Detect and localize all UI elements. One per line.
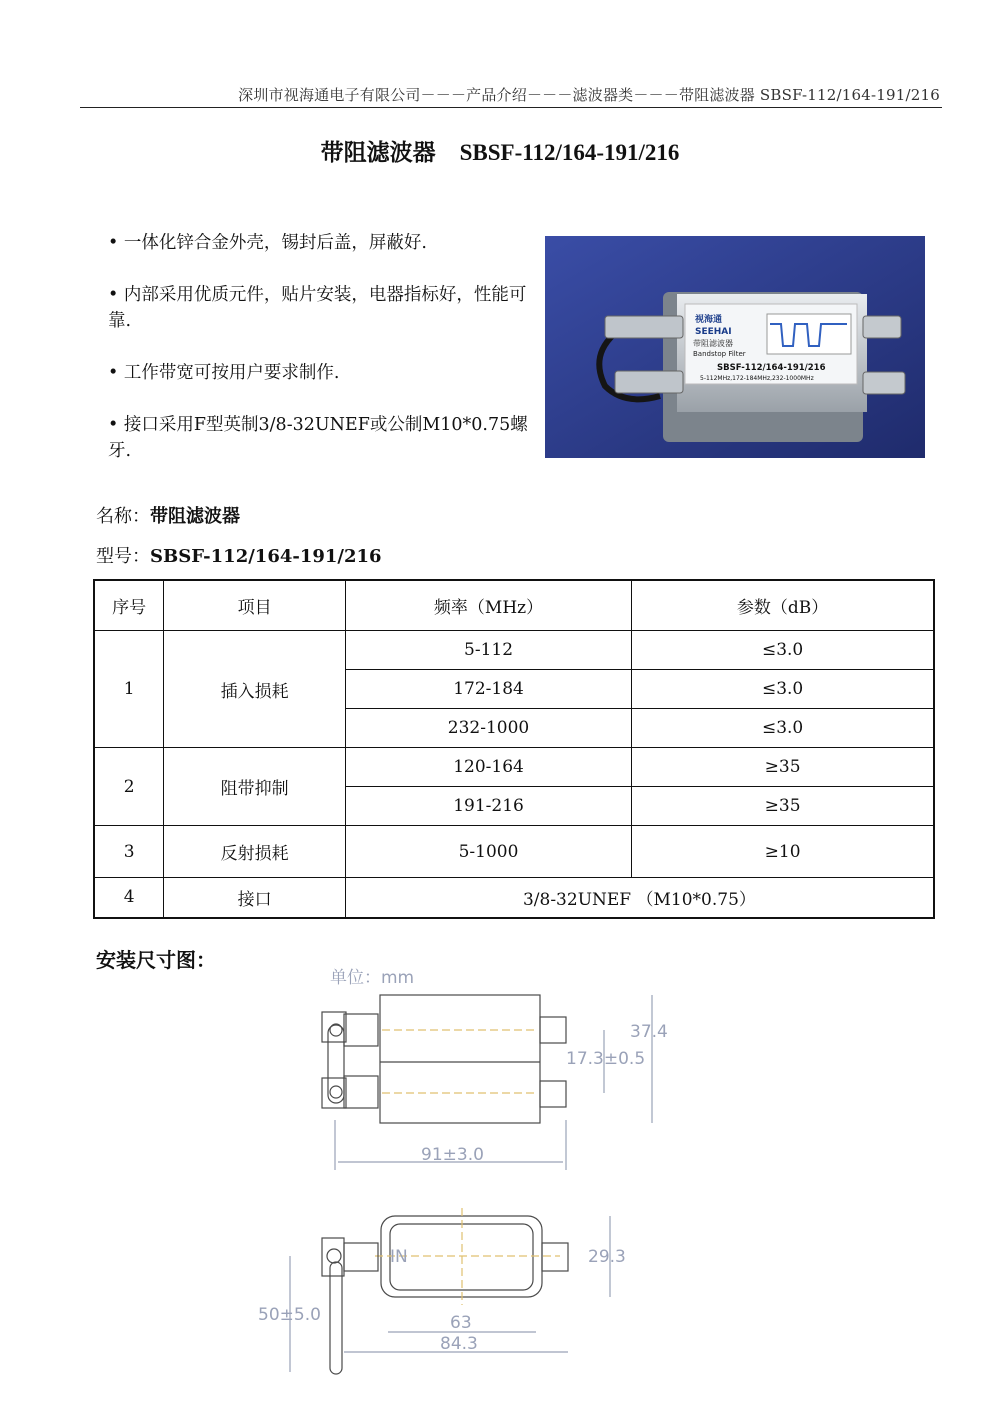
row-item: 接口 [164, 878, 346, 918]
row-no: 1 [94, 631, 164, 748]
photo-label-cn: 带阻滤波器 [693, 339, 733, 348]
title-name: 带阻滤波器 [320, 139, 436, 166]
product-model-row [96, 542, 382, 568]
col-header-param: 参数（dB） [632, 580, 934, 631]
row-freq: 191-216 [345, 787, 631, 826]
product-name-label: 名称： [96, 506, 150, 527]
row-param: ≥35 [632, 748, 934, 787]
row-item: 阻带抑制 [164, 748, 346, 826]
dim-body: 63 [450, 1313, 472, 1333]
row-param: ≥35 [632, 787, 934, 826]
dim-cable: 50±5.0 [258, 1305, 321, 1325]
photo-model: SBSF-112/164-191/216 [717, 363, 826, 373]
port-label-in: IN [390, 1247, 408, 1267]
product-name-row [96, 502, 240, 528]
table-row [94, 878, 934, 918]
feature-item: • 接口采用F型英制3/8-32UNEF或公制M10*0.75螺牙. [108, 415, 528, 461]
col-header-item: 项目 [164, 580, 346, 631]
photo-label-en: Bandstop Filter [693, 350, 746, 358]
photo-brand-cn: 视海通 [695, 315, 723, 325]
row-item: 反射损耗 [164, 826, 346, 878]
drawing-section-title: 安装尺寸图： [96, 948, 216, 972]
col-header-no: 序号 [94, 580, 164, 631]
product-model-value: SBSF-112/164-191/216 [150, 546, 382, 567]
row-param: ≤3.0 [632, 709, 934, 748]
photo-response-graph [767, 314, 851, 354]
dim-length: 91±3.0 [421, 1145, 484, 1165]
col-header-freq: 频率（MHz） [345, 580, 631, 631]
table-row [94, 748, 934, 787]
row-no: 3 [94, 826, 164, 878]
row-freq: 5-112 [345, 631, 631, 670]
row-freq: 232-1000 [345, 709, 631, 748]
product-photo [545, 236, 925, 458]
feature-item: • 工作带宽可按用户要求制作. [108, 363, 340, 383]
photo-freq: 5-112MHz,172-184MHz,232-1000MHz [700, 375, 814, 382]
row-no: 4 [94, 878, 164, 918]
page-header: 深圳市视海通电子有限公司－－－产品介绍－－－滤波器类－－－带阻滤波器 SBSF-112/164-191/216 [238, 86, 940, 104]
dim-overall: 84.3 [440, 1334, 478, 1354]
photo-brand-en: SEEHAI [695, 327, 732, 337]
dim-pitch: 17.3±0.5 [566, 1049, 646, 1069]
feature-item: • 内部采用优质元件，贴片安装，电器指标好，性能可靠. [108, 285, 527, 331]
product-model-label: 型号： [96, 546, 150, 567]
page-title [0, 134, 1000, 167]
feature-item: • 一体化锌合金外壳，锡封后盖，屏蔽好. [108, 233, 427, 253]
table-row [94, 826, 934, 878]
header-divider [80, 107, 942, 108]
row-param: ≤3.0 [632, 631, 934, 670]
table-header-row [94, 580, 934, 631]
product-name-value: 带阻滤波器 [150, 506, 240, 527]
row-item: 插入损耗 [164, 631, 346, 748]
row-freq: 5-1000 [345, 826, 631, 878]
feature-list [108, 230, 533, 490]
row-freq: 120-164 [345, 748, 631, 787]
row-interface-spec: 3/8-32UNEF （M10*0.75） [345, 878, 934, 918]
table-row [94, 631, 934, 670]
row-param: ≤3.0 [632, 670, 934, 709]
unit-label: 单位：mm [330, 968, 415, 988]
row-no: 2 [94, 748, 164, 826]
title-model: SBSF-112/164-191/216 [459, 140, 680, 165]
row-freq: 172-184 [345, 670, 631, 709]
spec-table [93, 579, 935, 919]
row-param: ≥10 [632, 826, 934, 878]
dim-height-side: 29.3 [588, 1247, 626, 1267]
product-photo-illustration [545, 236, 925, 458]
dim-height-top: 37.4 [630, 1022, 668, 1042]
